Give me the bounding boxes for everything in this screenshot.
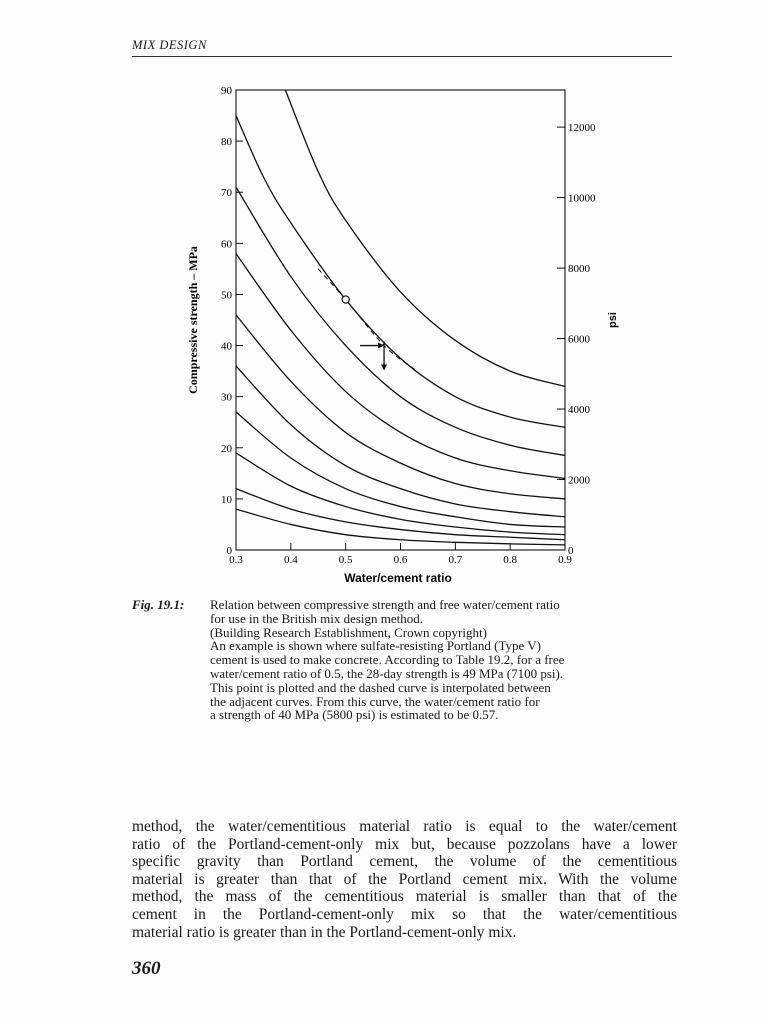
x-tick-label: 0.7 [448, 554, 463, 566]
psi-tick-label: 2000 [568, 474, 590, 487]
y-tick-label: 30 [221, 391, 232, 404]
y-axis-title-left: Compressive strength – MPa [186, 246, 200, 394]
strength-curve [236, 116, 565, 428]
y-tick-label: 60 [221, 238, 232, 251]
caption-line: This point is plotted and the dashed curve is interpolated between [210, 679, 551, 695]
y-tick-label: 10 [221, 493, 232, 506]
psi-tick-label: 4000 [568, 404, 590, 417]
axis-ticks [221, 85, 596, 566]
body-line: cement in the Portland-cement-only mix so that the water/cementitious [132, 905, 677, 923]
caption-line: water/cement ratio of 0.5, the 28-day strength is 49 MPa (7100 psi). [210, 665, 564, 681]
plot-frame [236, 90, 565, 550]
body-line: ratio of the Portland-cement-only mix but, because pozzolans have a lower [132, 835, 677, 853]
arrow-horizontal-head [378, 343, 384, 349]
caption-line: the adjacent curves. From this curve, the water/cement ratio for [210, 693, 540, 709]
caption-line: a strength of 40 MPa (5800 psi) is estimated to be 0.57. [210, 707, 499, 723]
y-tick-label: 50 [221, 289, 232, 302]
strength-curve [236, 453, 565, 535]
y-tick-label: 20 [221, 442, 232, 455]
y-tick-label: 0 [226, 545, 232, 557]
y-tick-label: 80 [221, 136, 232, 149]
body-line: material ratio is greater than in the Portland-cement-only mix. [132, 923, 517, 941]
caption-line: Relation between compressive strength and free water/cement ratio [210, 597, 560, 612]
strength-curve [236, 509, 565, 545]
strength-curve [236, 254, 565, 479]
body-line: method, the mass of the cementitious material is smaller than that of the [132, 888, 677, 906]
x-tick-label: 0.6 [393, 554, 408, 566]
x-tick-label: 0.4 [283, 554, 298, 566]
body-paragraph [132, 818, 677, 941]
caption-line: cement is used to make concrete. According to Table 19.2, for a free [210, 652, 565, 668]
psi-tick-label: 10000 [568, 192, 596, 205]
body-line: specific gravity than Portland cement, the volume of the cementitious [132, 853, 677, 871]
strength-curves [236, 90, 565, 545]
x-tick-label: 0.5 [338, 554, 353, 566]
caption-label: Fig. 19.1: [132, 597, 185, 612]
x-tick-label: 0.3 [229, 554, 243, 566]
psi-tick-label: 8000 [568, 263, 590, 276]
x-tick-label: 0.9 [558, 554, 572, 566]
body-line: method, the water/cementitious material ratio is equal to the water/cement [132, 818, 677, 835]
caption-line: (Building Research Establishment, Crown copyright) [210, 624, 487, 640]
figure-caption [132, 598, 677, 722]
psi-tick-label: 6000 [568, 333, 590, 346]
example-point-marker [342, 296, 349, 303]
caption-body [210, 598, 677, 722]
psi-tick-label: 12000 [568, 122, 596, 135]
y-tick-label: 40 [221, 340, 232, 353]
strength-curve [236, 187, 565, 455]
y-tick-label: 70 [221, 187, 232, 200]
y-tick-label: 90 [221, 85, 232, 97]
x-tick-label: 0.8 [503, 554, 518, 566]
strength-curve [236, 412, 565, 527]
psi-tick-label: 0 [568, 545, 574, 557]
arrow-vertical-head [381, 365, 387, 371]
strength-curve [285, 90, 565, 386]
running-head: MIX DESIGN [132, 38, 207, 52]
caption-line: An example is shown where sulfate-resisting Portland (Type V) [210, 638, 541, 654]
page-number: 360 [132, 958, 161, 979]
body-line: material is greater than that of the Portland cement mix. With the volume [132, 870, 677, 888]
caption-line: for use in the British mix design method. [210, 610, 424, 626]
y-axis-title-right: psi [607, 312, 619, 328]
x-axis-title: Water/cement ratio [344, 571, 452, 585]
